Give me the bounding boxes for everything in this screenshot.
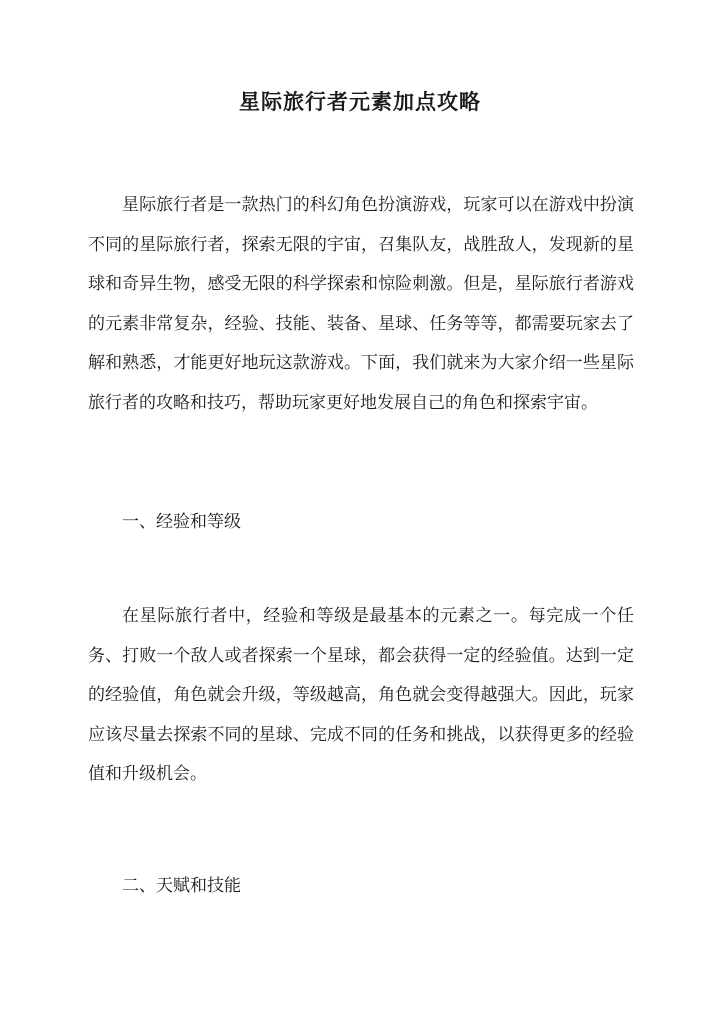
document-title: 星际旅行者元素加点攻略	[239, 89, 481, 114]
section-heading-talents: 二、天赋和技能	[122, 876, 241, 896]
intro-paragraph: 星际旅行者是一款热门的科幻角色扮演游戏，玩家可以在游戏中扮演不同的星际旅行者，探索无限的宇宙，召集队友，战胜敌人，发现新的星球和奇异生物，感受无限的科学探索和惊险刺激。但是，星际旅行者游戏的元素非常复杂，经验、技能、装备、星球、任务等等，都需要玩家去了解和熟悉，才能更好地玩这款游戏。下面，我们就来为大家介绍一些星际旅行者的攻略和技巧，帮助玩家更好地发展自己的角色和探索宇宙。	[88, 195, 634, 413]
section-paragraph-experience: 在星际旅行者中，经验和等级是最基本的元素之一。每完成一个任务、打败一个敌人或者探索一个星球，都会获得一定的经验值。达到一定的经验值，角色就会升级，等级越高，角色就会变得越强大。因此，玩家应该尽量去探索不同的星球、完成不同的任务和挑战，以获得更多的经验值和升级机会。	[88, 606, 634, 784]
section-heading-experience: 一、经验和等级	[122, 512, 241, 532]
